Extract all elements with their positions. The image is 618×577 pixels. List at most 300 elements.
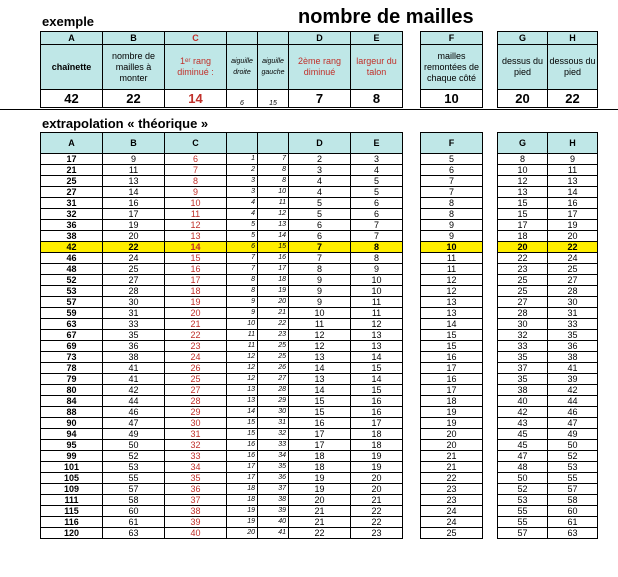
table-row [41, 528, 598, 539]
cell-f: 8 [421, 198, 483, 209]
cell-aig-droite: 10 [227, 319, 258, 330]
table-row [41, 451, 598, 462]
cell-aig-droite: 12 [227, 374, 258, 385]
cell-d: 9 [289, 297, 351, 308]
cell-d: 17 [289, 429, 351, 440]
table-row [41, 363, 598, 374]
column-gap [483, 275, 498, 286]
cell-g: 35 [498, 374, 548, 385]
cell-g: 23 [498, 264, 548, 275]
cell-h: 44 [548, 396, 598, 407]
cell-h: 55 [548, 473, 598, 484]
table-row [41, 286, 598, 297]
cell-d: 13 [289, 352, 351, 363]
table-row [41, 165, 598, 176]
column-gap [403, 418, 421, 429]
column-gap [403, 286, 421, 297]
cell-a: 27 [41, 187, 103, 198]
cell-c: 37 [165, 495, 227, 506]
column-gap [403, 319, 421, 330]
cell-b: 41 [103, 363, 165, 374]
column-gap [483, 176, 498, 187]
table-row [41, 374, 598, 385]
cell-h: 19 [548, 220, 598, 231]
table-row [41, 275, 598, 286]
column-gap [403, 341, 421, 352]
cell-e: 7 [351, 231, 403, 242]
cell-e: 14 [351, 352, 403, 363]
cell-d: 17 [289, 440, 351, 451]
column-gap [403, 385, 421, 396]
cell-aig-droite: 2 [227, 165, 258, 176]
cell-b: 58 [103, 495, 165, 506]
cell-aig-gauche: 36 [258, 473, 289, 484]
cell-c: 9 [165, 187, 227, 198]
cell-c: 28 [165, 396, 227, 407]
cell-b: 30 [103, 297, 165, 308]
cell-aig-gauche: 31 [258, 418, 289, 429]
cell-h: 30 [548, 297, 598, 308]
column-gap [483, 517, 498, 528]
column-gap [403, 264, 421, 275]
column-gap [483, 396, 498, 407]
cell-e: 21 [351, 495, 403, 506]
section-label-exemple: exemple [42, 14, 95, 29]
cell-a: 120 [41, 528, 103, 539]
cell-f: 17 [421, 385, 483, 396]
cell-aig-gauche: 32 [258, 429, 289, 440]
cell-aig-gauche: 7 [258, 154, 289, 165]
cell-c: 27 [165, 385, 227, 396]
cell-aig-droite: 6 [227, 242, 258, 253]
cell-aig-droite: 11 [227, 330, 258, 341]
cell-b: 46 [103, 407, 165, 418]
column-gap [403, 253, 421, 264]
cell-g: 47 [498, 451, 548, 462]
cell-aig-droite: 19 [227, 506, 258, 517]
cell-d: 15 [289, 407, 351, 418]
cell-a: 99 [41, 451, 103, 462]
example-description-row [41, 45, 598, 90]
column-gap [483, 286, 498, 297]
cell-aig-gauche: 27 [258, 374, 289, 385]
cell-f: 8 [421, 209, 483, 220]
cell-c: 22 [165, 330, 227, 341]
cell-c: 20 [165, 308, 227, 319]
cell-aig-gauche: 25 [258, 352, 289, 363]
cell-f: 9 [421, 231, 483, 242]
cell-f: 14 [421, 319, 483, 330]
cell-aig-droite: 3 [227, 187, 258, 198]
cell-c: 8 [165, 176, 227, 187]
cell-b: 25 [103, 264, 165, 275]
example-value-c: 14 [165, 90, 227, 108]
table-row [41, 242, 598, 253]
cell-a: 80 [41, 385, 103, 396]
cell-a: 69 [41, 341, 103, 352]
cell-e: 9 [351, 264, 403, 275]
cell-f: 19 [421, 407, 483, 418]
cell-aig-droite: 3 [227, 176, 258, 187]
cell-h: 60 [548, 506, 598, 517]
column-gap [403, 45, 421, 90]
cell-h: 52 [548, 451, 598, 462]
cell-a: 105 [41, 473, 103, 484]
cell-e: 13 [351, 330, 403, 341]
column-gap [403, 275, 421, 286]
cell-e: 20 [351, 484, 403, 495]
column-gap [483, 242, 498, 253]
cell-h: 42 [548, 385, 598, 396]
column-gap [403, 396, 421, 407]
example-desc-g: dessus du pied [498, 45, 548, 90]
example-table [40, 31, 598, 108]
cell-b: 13 [103, 176, 165, 187]
example-letter-f: F [421, 32, 483, 45]
cell-aig-gauche: 18 [258, 275, 289, 286]
cell-aig-droite: 5 [227, 231, 258, 242]
cell-f: 16 [421, 352, 483, 363]
cell-b: 60 [103, 506, 165, 517]
example-desc-aig-gauche: aiguille gauche [258, 45, 289, 90]
cell-a: 78 [41, 363, 103, 374]
cell-d: 9 [289, 286, 351, 297]
cell-b: 22 [103, 242, 165, 253]
header-g: G [498, 133, 548, 154]
cell-b: 11 [103, 165, 165, 176]
cell-e: 22 [351, 517, 403, 528]
cell-e: 22 [351, 506, 403, 517]
column-gap [403, 90, 421, 108]
cell-aig-gauche: 34 [258, 451, 289, 462]
cell-h: 39 [548, 374, 598, 385]
cell-c: 36 [165, 484, 227, 495]
table-row [41, 473, 598, 484]
column-gap [403, 407, 421, 418]
example-value-row [41, 90, 598, 108]
cell-f: 5 [421, 154, 483, 165]
cell-d: 8 [289, 264, 351, 275]
column-gap [483, 506, 498, 517]
cell-e: 10 [351, 275, 403, 286]
table-row [41, 187, 598, 198]
cell-aig-gauche: 38 [258, 495, 289, 506]
example-letter-d: D [289, 32, 351, 45]
cell-aig-gauche: 35 [258, 462, 289, 473]
cell-d: 14 [289, 385, 351, 396]
cell-aig-droite: 13 [227, 396, 258, 407]
column-gap [483, 440, 498, 451]
cell-h: 61 [548, 517, 598, 528]
cell-b: 17 [103, 209, 165, 220]
cell-d: 19 [289, 484, 351, 495]
cell-b: 63 [103, 528, 165, 539]
table-row [41, 264, 598, 275]
table-row [41, 341, 598, 352]
column-gap [403, 374, 421, 385]
cell-aig-gauche: 39 [258, 506, 289, 517]
example-letter-g: G [498, 32, 548, 45]
cell-b: 44 [103, 396, 165, 407]
table-row [41, 495, 598, 506]
column-gap [403, 154, 421, 165]
cell-h: 16 [548, 198, 598, 209]
cell-a: 95 [41, 440, 103, 451]
cell-f: 13 [421, 297, 483, 308]
column-gap [483, 308, 498, 319]
column-gap [483, 253, 498, 264]
cell-e: 6 [351, 198, 403, 209]
cell-c: 16 [165, 264, 227, 275]
column-gap [483, 341, 498, 352]
extrapolation-table [40, 132, 598, 539]
table-row [41, 506, 598, 517]
cell-aig-gauche: 37 [258, 484, 289, 495]
cell-c: 15 [165, 253, 227, 264]
cell-f: 6 [421, 165, 483, 176]
column-gap [483, 385, 498, 396]
column-gap [483, 45, 498, 90]
table-row [41, 517, 598, 528]
column-gap [483, 495, 498, 506]
cell-d: 21 [289, 517, 351, 528]
cell-a: 67 [41, 330, 103, 341]
cell-aig-droite: 7 [227, 253, 258, 264]
header-a: A [41, 133, 103, 154]
cell-aig-droite: 18 [227, 495, 258, 506]
cell-aig-droite: 9 [227, 308, 258, 319]
header-b: B [103, 133, 165, 154]
cell-g: 12 [498, 176, 548, 187]
column-gap [403, 506, 421, 517]
example-value-b: 22 [103, 90, 165, 108]
cell-e: 7 [351, 220, 403, 231]
cell-c: 19 [165, 297, 227, 308]
column-gap [403, 308, 421, 319]
cell-g: 15 [498, 198, 548, 209]
cell-d: 19 [289, 473, 351, 484]
cell-f: 21 [421, 451, 483, 462]
cell-a: 88 [41, 407, 103, 418]
column-gap [483, 319, 498, 330]
cell-g: 50 [498, 473, 548, 484]
cell-c: 40 [165, 528, 227, 539]
cell-b: 38 [103, 352, 165, 363]
example-letter-a: A [41, 32, 103, 45]
table-row [41, 176, 598, 187]
header-c: C [165, 133, 227, 154]
cell-g: 20 [498, 242, 548, 253]
cell-aig-droite: 8 [227, 275, 258, 286]
cell-h: 35 [548, 330, 598, 341]
cell-aig-gauche: 29 [258, 396, 289, 407]
column-gap [403, 176, 421, 187]
table-row [41, 462, 598, 473]
cell-a: 116 [41, 517, 103, 528]
cell-g: 27 [498, 297, 548, 308]
cell-a: 32 [41, 209, 103, 220]
cell-aig-droite: 16 [227, 451, 258, 462]
cell-aig-gauche: 10 [258, 187, 289, 198]
cell-h: 41 [548, 363, 598, 374]
cell-aig-gauche: 33 [258, 440, 289, 451]
cell-b: 33 [103, 319, 165, 330]
cell-d: 13 [289, 374, 351, 385]
column-gap [403, 133, 421, 154]
example-value-a: 42 [41, 90, 103, 108]
cell-e: 18 [351, 440, 403, 451]
cell-aig-gauche: 40 [258, 517, 289, 528]
cell-g: 53 [498, 495, 548, 506]
cell-a: 21 [41, 165, 103, 176]
cell-aig-droite: 13 [227, 385, 258, 396]
table-row [41, 154, 598, 165]
cell-aig-droite: 17 [227, 473, 258, 484]
table-row [41, 231, 598, 242]
cell-b: 55 [103, 473, 165, 484]
cell-f: 15 [421, 330, 483, 341]
cell-b: 49 [103, 429, 165, 440]
cell-aig-gauche: 25 [258, 341, 289, 352]
cell-a: 109 [41, 484, 103, 495]
cell-aig-gauche: 8 [258, 176, 289, 187]
cell-a: 63 [41, 319, 103, 330]
cell-h: 28 [548, 286, 598, 297]
cell-g: 33 [498, 341, 548, 352]
cell-g: 28 [498, 308, 548, 319]
header-f: F [421, 133, 483, 154]
cell-b: 20 [103, 231, 165, 242]
cell-aig-gauche: 15 [258, 242, 289, 253]
cell-b: 47 [103, 418, 165, 429]
cell-h: 58 [548, 495, 598, 506]
cell-aig-gauche: 23 [258, 330, 289, 341]
cell-c: 38 [165, 506, 227, 517]
cell-a: 79 [41, 374, 103, 385]
cell-d: 21 [289, 506, 351, 517]
cell-d: 18 [289, 462, 351, 473]
cell-aig-droite: 11 [227, 341, 258, 352]
example-value-g: 20 [498, 90, 548, 108]
cell-c: 10 [165, 198, 227, 209]
column-gap [483, 90, 498, 108]
cell-e: 16 [351, 407, 403, 418]
cell-g: 13 [498, 187, 548, 198]
cell-aig-droite: 16 [227, 440, 258, 451]
cell-a: 48 [41, 264, 103, 275]
cell-h: 13 [548, 176, 598, 187]
column-gap [403, 429, 421, 440]
section-label-extrapolation: extrapolation « théorique » [42, 116, 209, 131]
cell-aig-droite: 15 [227, 429, 258, 440]
column-gap [483, 528, 498, 539]
column-gap [403, 330, 421, 341]
column-gap [403, 495, 421, 506]
column-gap [483, 198, 498, 209]
cell-h: 47 [548, 418, 598, 429]
column-gap [483, 352, 498, 363]
header-row [41, 133, 598, 154]
cell-g: 25 [498, 275, 548, 286]
cell-b: 9 [103, 154, 165, 165]
cell-e: 15 [351, 385, 403, 396]
column-gap [483, 407, 498, 418]
column-gap [403, 198, 421, 209]
cell-c: 11 [165, 209, 227, 220]
table-row [41, 198, 598, 209]
cell-f: 11 [421, 264, 483, 275]
cell-b: 14 [103, 187, 165, 198]
example-desc-a: chaînette [41, 45, 103, 90]
cell-d: 16 [289, 418, 351, 429]
cell-b: 28 [103, 286, 165, 297]
cell-f: 7 [421, 176, 483, 187]
cell-h: 22 [548, 242, 598, 253]
cell-a: 52 [41, 275, 103, 286]
cell-aig-droite: 20 [227, 528, 258, 539]
example-desc-b: nombre de mailles à monter [103, 45, 165, 90]
cell-aig-gauche: 26 [258, 363, 289, 374]
cell-a: 53 [41, 286, 103, 297]
cell-g: 30 [498, 319, 548, 330]
cell-g: 38 [498, 385, 548, 396]
example-value-aig-droite: 6 [227, 90, 258, 108]
column-gap [403, 297, 421, 308]
cell-e: 5 [351, 176, 403, 187]
column-gap [403, 363, 421, 374]
column-gap [483, 231, 498, 242]
cell-e: 13 [351, 341, 403, 352]
column-gap [483, 133, 498, 154]
cell-e: 12 [351, 319, 403, 330]
cell-a: 46 [41, 253, 103, 264]
cell-b: 19 [103, 220, 165, 231]
column-gap [403, 440, 421, 451]
cell-h: 49 [548, 429, 598, 440]
cell-f: 21 [421, 462, 483, 473]
cell-f: 11 [421, 253, 483, 264]
cell-d: 7 [289, 253, 351, 264]
divider-line [0, 109, 618, 110]
table-row [41, 429, 598, 440]
cell-g: 18 [498, 231, 548, 242]
column-gap [483, 418, 498, 429]
example-value-aig-gauche: 15 [258, 90, 289, 108]
cell-g: 48 [498, 462, 548, 473]
example-value-f: 10 [421, 90, 483, 108]
cell-g: 15 [498, 209, 548, 220]
cell-f: 20 [421, 429, 483, 440]
cell-aig-droite: 12 [227, 352, 258, 363]
column-gap [403, 484, 421, 495]
table-row [41, 352, 598, 363]
cell-a: 101 [41, 462, 103, 473]
cell-a: 73 [41, 352, 103, 363]
cell-aig-gauche: 41 [258, 528, 289, 539]
cell-f: 15 [421, 341, 483, 352]
column-gap [403, 165, 421, 176]
cell-g: 55 [498, 517, 548, 528]
cell-f: 16 [421, 374, 483, 385]
cell-aig-gauche: 13 [258, 220, 289, 231]
cell-g: 45 [498, 440, 548, 451]
column-gap [483, 451, 498, 462]
cell-aig-droite: 1 [227, 154, 258, 165]
cell-e: 6 [351, 209, 403, 220]
cell-h: 46 [548, 407, 598, 418]
cell-aig-gauche: 8 [258, 165, 289, 176]
table-row [41, 319, 598, 330]
